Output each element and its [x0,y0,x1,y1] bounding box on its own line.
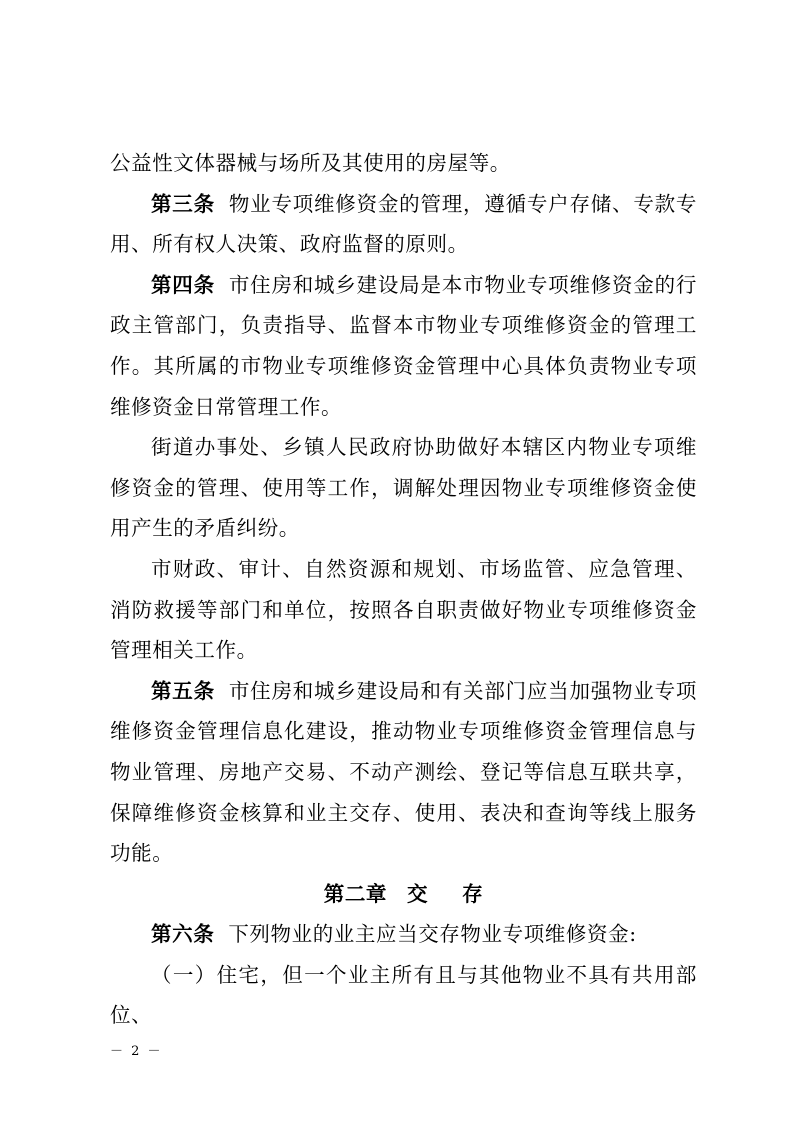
paragraph-text: 物业专项维修资金的管理，遵循专户存储、专款专用、所有权人决策、政府监督的原则。 [110,191,697,257]
chapter-title-1: 交 [407,881,429,906]
paragraph [110,143,697,184]
chapter-number: 第二章 [323,881,388,906]
article-number: 第五条 [151,678,215,703]
paragraph-text: 公益性文体器械与场所及其使用的房屋等。 [110,151,511,175]
paragraph-text: 街道办事处、乡镇人民政府协助做好本辖区内物业专项维修资金的管理、使用等工作，调解处理因物业专项维修资金使用产生的矛盾纠纷。 [110,435,697,541]
paragraph-text: （一）住宅，但一个业主所有且与其他物业不具有共用部位、 [110,962,697,1028]
paragraph [110,427,697,549]
article-number: 第六条 [151,922,215,947]
paragraph [110,549,697,671]
paragraph-text: 市住房和城乡建设局是本市物业专项维修资金的行政主管部门，负责指导、监督本市物业专项维修资金的管理工作。其所属的市物业专项维修资金管理中心具体负责物业专项维修资金日常管理工作。 [110,272,697,419]
paragraph-text: 市财政、审计、自然资源和规划、市场监管、应急管理、消防救援等部门和单位，按照各自职责做好物业专项维修资金管理相关工作。 [110,556,697,663]
article-number: 第三条 [151,191,215,216]
paragraph-text: 下列物业的业主应当交存物业专项维修资金: [228,922,637,947]
paragraph-article-6 [110,914,697,955]
article-number: 第四条 [151,272,215,297]
document-body [110,143,697,1036]
chapter-heading [110,874,697,915]
paragraph-text: 市住房和城乡建设局和有关部门应当加强物业专项维修资金管理信息化建设，推动物业专项维修资金管理信息与物业管理、房地产交易、不动产测绘、登记等信息互联共享，保障维修资金核算和业主交存、使用、表决和查询等线上服务功能。 [110,678,697,866]
page-number: － 2 － [110,1044,163,1059]
paragraph [110,955,697,1036]
paragraph-article-3 [110,184,697,265]
paragraph-article-4 [110,265,697,427]
chapter-title-2: 存 [462,881,484,906]
paragraph-article-5 [110,671,697,874]
